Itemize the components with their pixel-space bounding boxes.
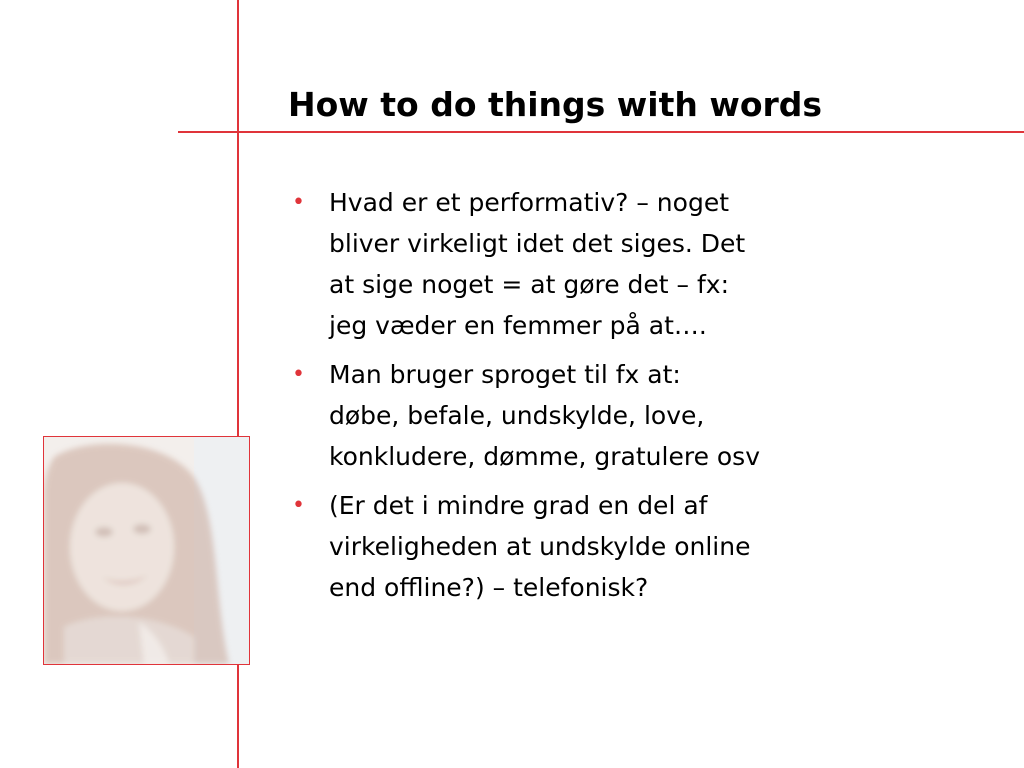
portrait-photo-icon (44, 437, 249, 664)
bullet-text: (Er det i mindre grad en del af virkeligheden at undskylde online end offline?) – telefonisk? (329, 491, 751, 602)
bullet-text: Hvad er et performativ? – noget bliver virkeligt idet det siges. Det at sige noget = at gøre det – fx: jeg væder en femmer på at…. (329, 188, 746, 340)
bullet-icon: • (292, 190, 305, 215)
slide-title: How to do things with words (288, 85, 823, 124)
bullet-item (290, 182, 890, 346)
bullet-icon: • (292, 362, 305, 387)
portrait-photo (43, 436, 250, 665)
bullet-item (290, 354, 890, 477)
bullet-icon: • (292, 493, 305, 518)
horizontal-rule (178, 131, 1024, 133)
bullet-item (290, 485, 890, 608)
bullet-list (290, 182, 890, 616)
bullet-text: Man bruger sproget til fx at: døbe, befale, undskylde, love, konkludere, dømme, gratulere osv (329, 360, 761, 471)
